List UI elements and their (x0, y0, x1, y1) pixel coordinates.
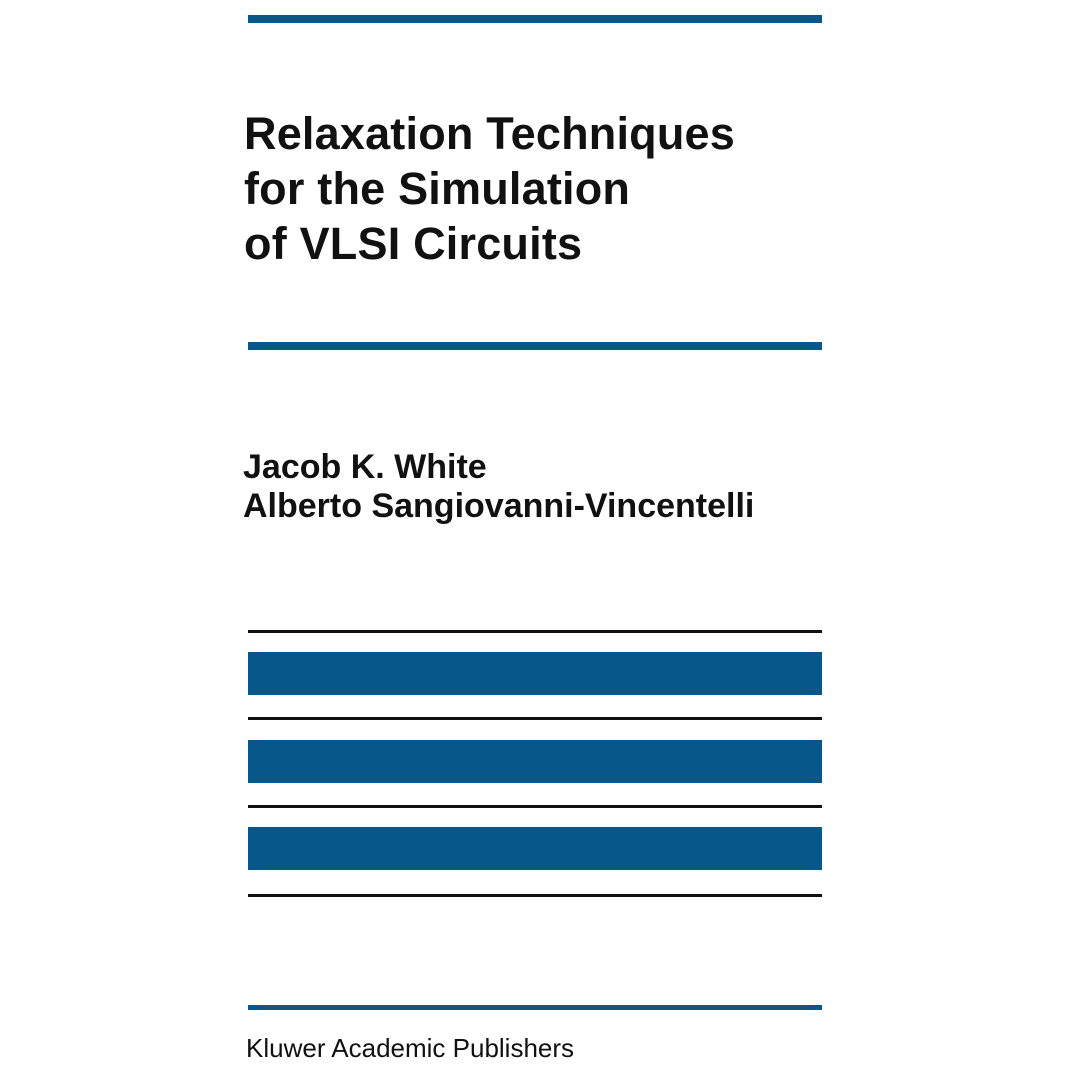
author-list (243, 448, 754, 526)
author-2: Alberto Sangiovanni-Vincentelli (243, 487, 755, 525)
decor-black-rule-3 (248, 805, 822, 808)
bottom-blue-rule (248, 1005, 822, 1010)
decor-black-rule-4 (248, 894, 822, 897)
decor-blue-band-3 (248, 827, 822, 870)
title-line-2: for the Simulation (244, 163, 631, 214)
top-blue-rule (248, 15, 822, 23)
author-1: Jacob K. White (243, 448, 487, 486)
book-title (244, 106, 735, 271)
publisher-name: Kluwer Academic Publishers (246, 1033, 575, 1063)
title-line-1: Relaxation Techniques (244, 108, 735, 159)
decor-blue-band-2 (248, 740, 822, 783)
title-divider-blue-rule (248, 342, 822, 350)
title-line-3: of VLSI Circuits (244, 218, 583, 269)
decor-black-rule-2 (248, 717, 822, 720)
decor-blue-band-1 (248, 652, 822, 695)
decor-black-rule-1 (248, 630, 822, 633)
